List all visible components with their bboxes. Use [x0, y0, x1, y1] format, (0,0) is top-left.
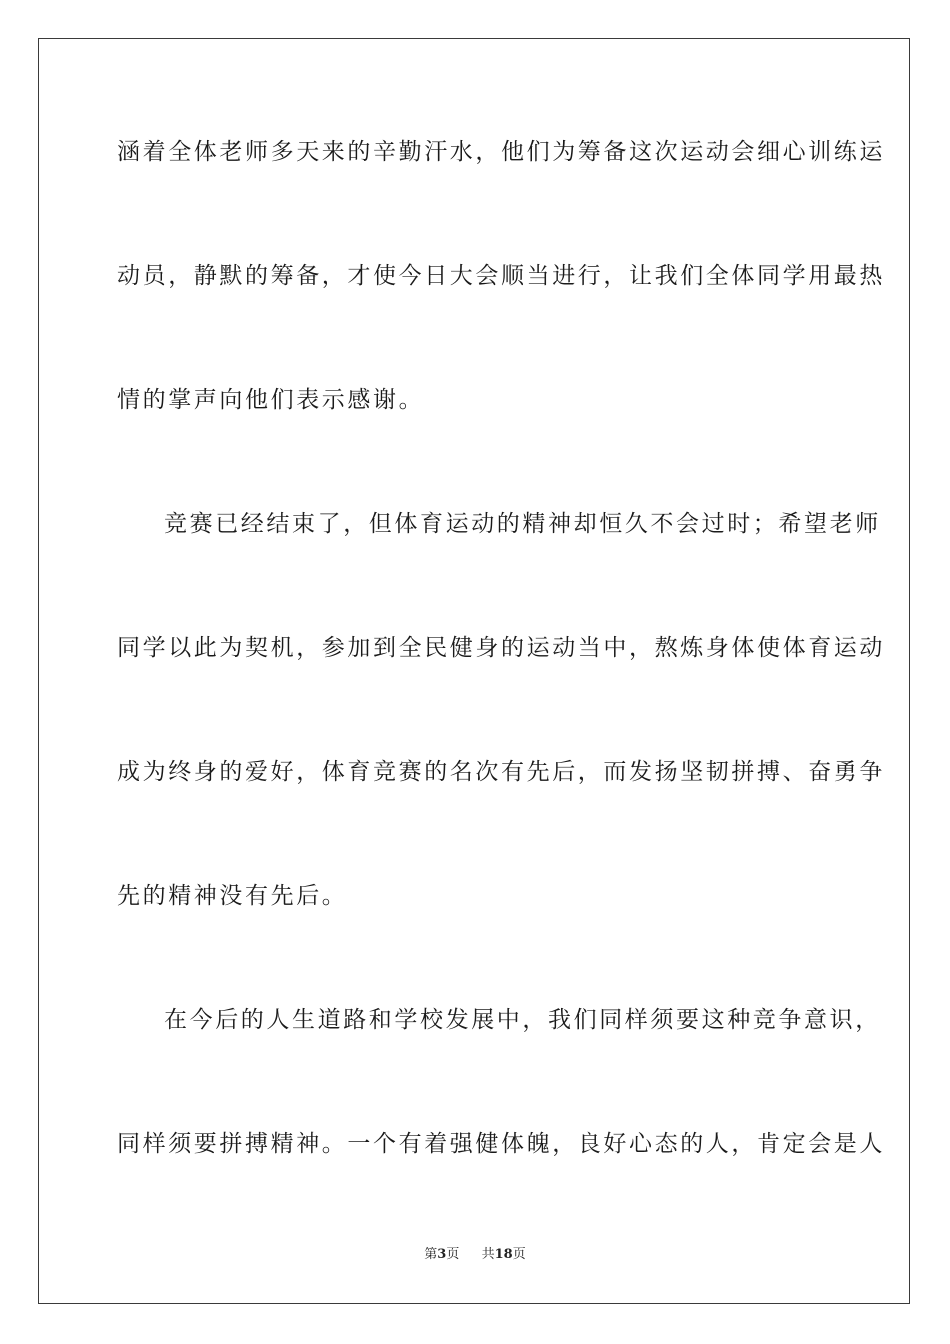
text-line-indented: 在今后的人生道路和学校发展中，我们同样须要这种竞争意识， [164, 1007, 881, 1033]
text-line: 情的掌声向他们表示感谢。 [117, 387, 425, 413]
total-suffix: 页 [512, 1247, 526, 1262]
total-pages: 18 [494, 1247, 513, 1262]
text-line: 同学以此为契机，参加到全民健身的运动当中，熬炼身体使体育运动 [117, 635, 885, 661]
page-border [38, 38, 910, 1304]
text-line: 涵着全体老师多天来的辛勤汗水，他们为筹备这次运动会细心训练运 [117, 139, 885, 165]
page-prefix: 第 [424, 1247, 438, 1262]
text-line-indented: 竞赛已经结束了，但体育运动的精神却恒久不会过时；希望老师 [164, 511, 881, 537]
text-line: 先的精神没有先后。 [117, 883, 348, 909]
text-line: 同样须要拼搏精神。一个有着强健体魄，良好心态的人，肯定会是人 [117, 1131, 885, 1157]
total-prefix: 共 [481, 1247, 495, 1262]
page-number: 3 [437, 1247, 447, 1262]
page-suffix: 页 [446, 1247, 460, 1262]
text-line: 成为终身的爱好，体育竞赛的名次有先后，而发扬坚韧拼搏、奋勇争 [117, 759, 885, 785]
text-line: 动员，静默的筹备，才使今日大会顺当进行，让我们全体同学用最热 [117, 263, 885, 289]
page-footer [0, 1247, 950, 1263]
